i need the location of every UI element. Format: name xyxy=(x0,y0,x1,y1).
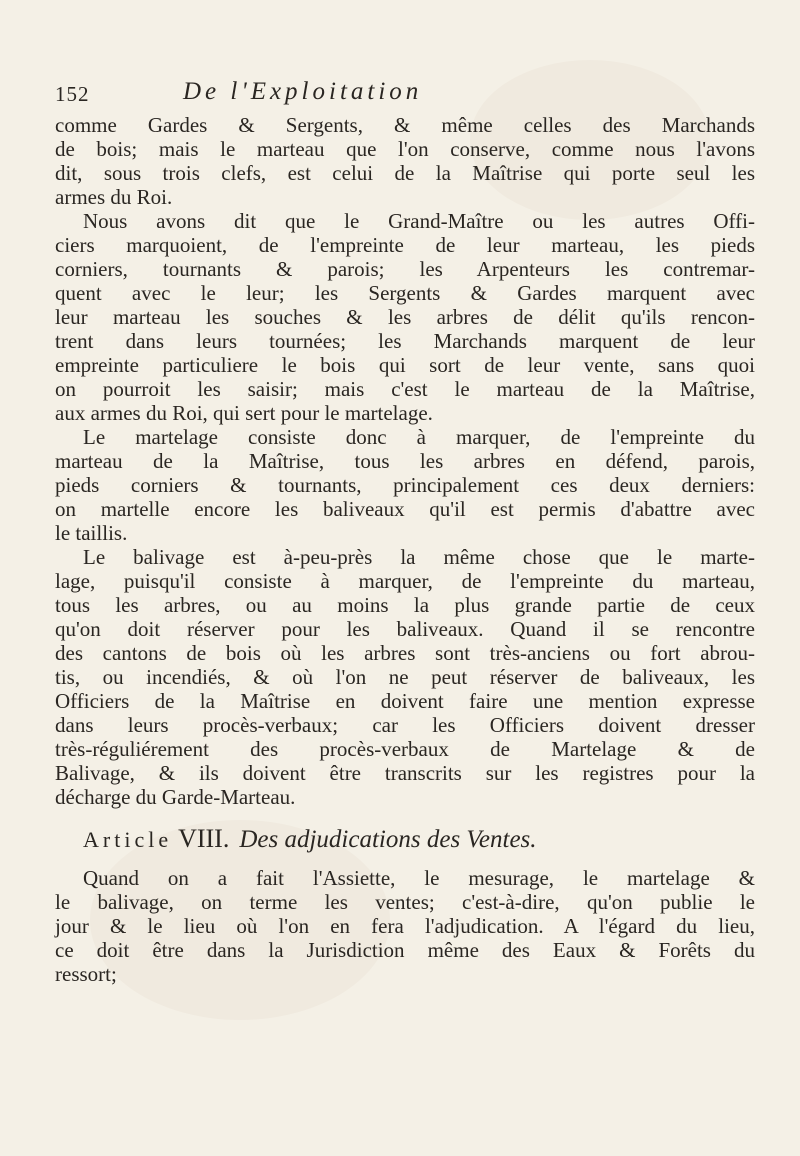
text-line: dans leurs procès-verbaux; car les Officiers doivent dresser xyxy=(55,713,755,737)
text-line: aux armes du Roi, qui sert pour le martelage. xyxy=(55,401,433,425)
text-line: on pourroit les saisir; mais c'est le marteau de la Maîtrise, xyxy=(55,377,755,401)
text-line: décharge du Garde-Marteau. xyxy=(55,785,296,809)
body-text xyxy=(55,113,755,986)
text-line: qu'on doit réserver pour les baliveaux. Quand il se rencontre xyxy=(55,617,755,641)
text-line: ce doit être dans la Jurisdiction même des Eaux & Forêts du xyxy=(55,938,755,962)
article-number: VIII. xyxy=(178,824,230,853)
text-line: tous les arbres, ou au moins la plus grande partie de ceux xyxy=(55,593,755,617)
text-line: des cantons de bois où les arbres sont très-anciens ou fort abrou- xyxy=(55,641,755,665)
page-header xyxy=(55,78,755,110)
text-line: Le martelage consiste donc à marquer, de l'empreinte du xyxy=(83,425,755,449)
text-line: Officiers de la Maîtrise en doivent faire une mention expresse xyxy=(55,689,755,713)
text-line: Nous avons dit que le Grand-Maître ou les autres Offi- xyxy=(83,209,755,233)
running-head: De l'Exploitation xyxy=(183,78,423,105)
article-label: Article xyxy=(83,827,173,852)
text-line: leur marteau les souches & les arbres de délit qu'ils rencon- xyxy=(55,305,755,329)
text-line: empreinte particuliere le bois qui sort de leur vente, sans quoi xyxy=(55,353,755,377)
text-line: jour & le lieu où l'on en fera l'adjudication. A l'égard du lieu, xyxy=(55,914,755,938)
text-line: on martelle encore les baliveaux qu'il est permis d'abattre avec xyxy=(55,497,755,521)
text-line: trent dans leurs tournées; les Marchands marquent de leur xyxy=(55,329,755,353)
text-line: armes du Roi. xyxy=(55,185,173,209)
text-line: Balivage, & ils doivent être transcrits sur les registres pour la xyxy=(55,761,755,785)
article-title: Des adjudications des Ventes. xyxy=(239,826,537,853)
page-number: 152 xyxy=(55,82,90,106)
text-line: corniers, tournants & parois; les Arpenteurs les contremar- xyxy=(55,257,755,281)
text-line: de bois; mais le marteau que l'on conserve, comme nous l'avons xyxy=(55,137,755,161)
text-line: lage, puisqu'il consiste à marquer, de l'empreinte du marteau, xyxy=(55,569,755,593)
text-line: Quand on a fait l'Assiette, le mesurage, le martelage & xyxy=(83,866,755,890)
text-line: très-réguliérement des procès-verbaux de Martelage & de xyxy=(55,737,755,761)
text-line: tis, ou incendiés, & où l'on ne peut réserver de baliveaux, les xyxy=(55,665,755,689)
text-line: quent avec le leur; les Sergents & Gardes marquent avec xyxy=(55,281,755,305)
text-line: marteau de la Maîtrise, tous les arbres en défend, parois, xyxy=(55,449,755,473)
text-line: le balivage, on terme les ventes; c'est-à-dire, qu'on publie le xyxy=(55,890,755,914)
text-line: Le balivage est à-peu-près la même chose que le marte- xyxy=(83,545,755,569)
text-line: ciers marquoient, de l'empreinte de leur marteau, les pieds xyxy=(55,233,755,257)
text-line: pieds corniers & tournants, principalement ces deux derniers: xyxy=(55,473,755,497)
text-line: dit, sous trois clefs, est celui de la Maîtrise qui porte seul les xyxy=(55,161,755,185)
article-heading xyxy=(55,816,755,861)
text-line: le taillis. xyxy=(55,521,128,545)
text-line: comme Gardes & Sergents, & même celles des Marchands xyxy=(55,113,755,137)
catchword: ressort; xyxy=(55,962,117,986)
